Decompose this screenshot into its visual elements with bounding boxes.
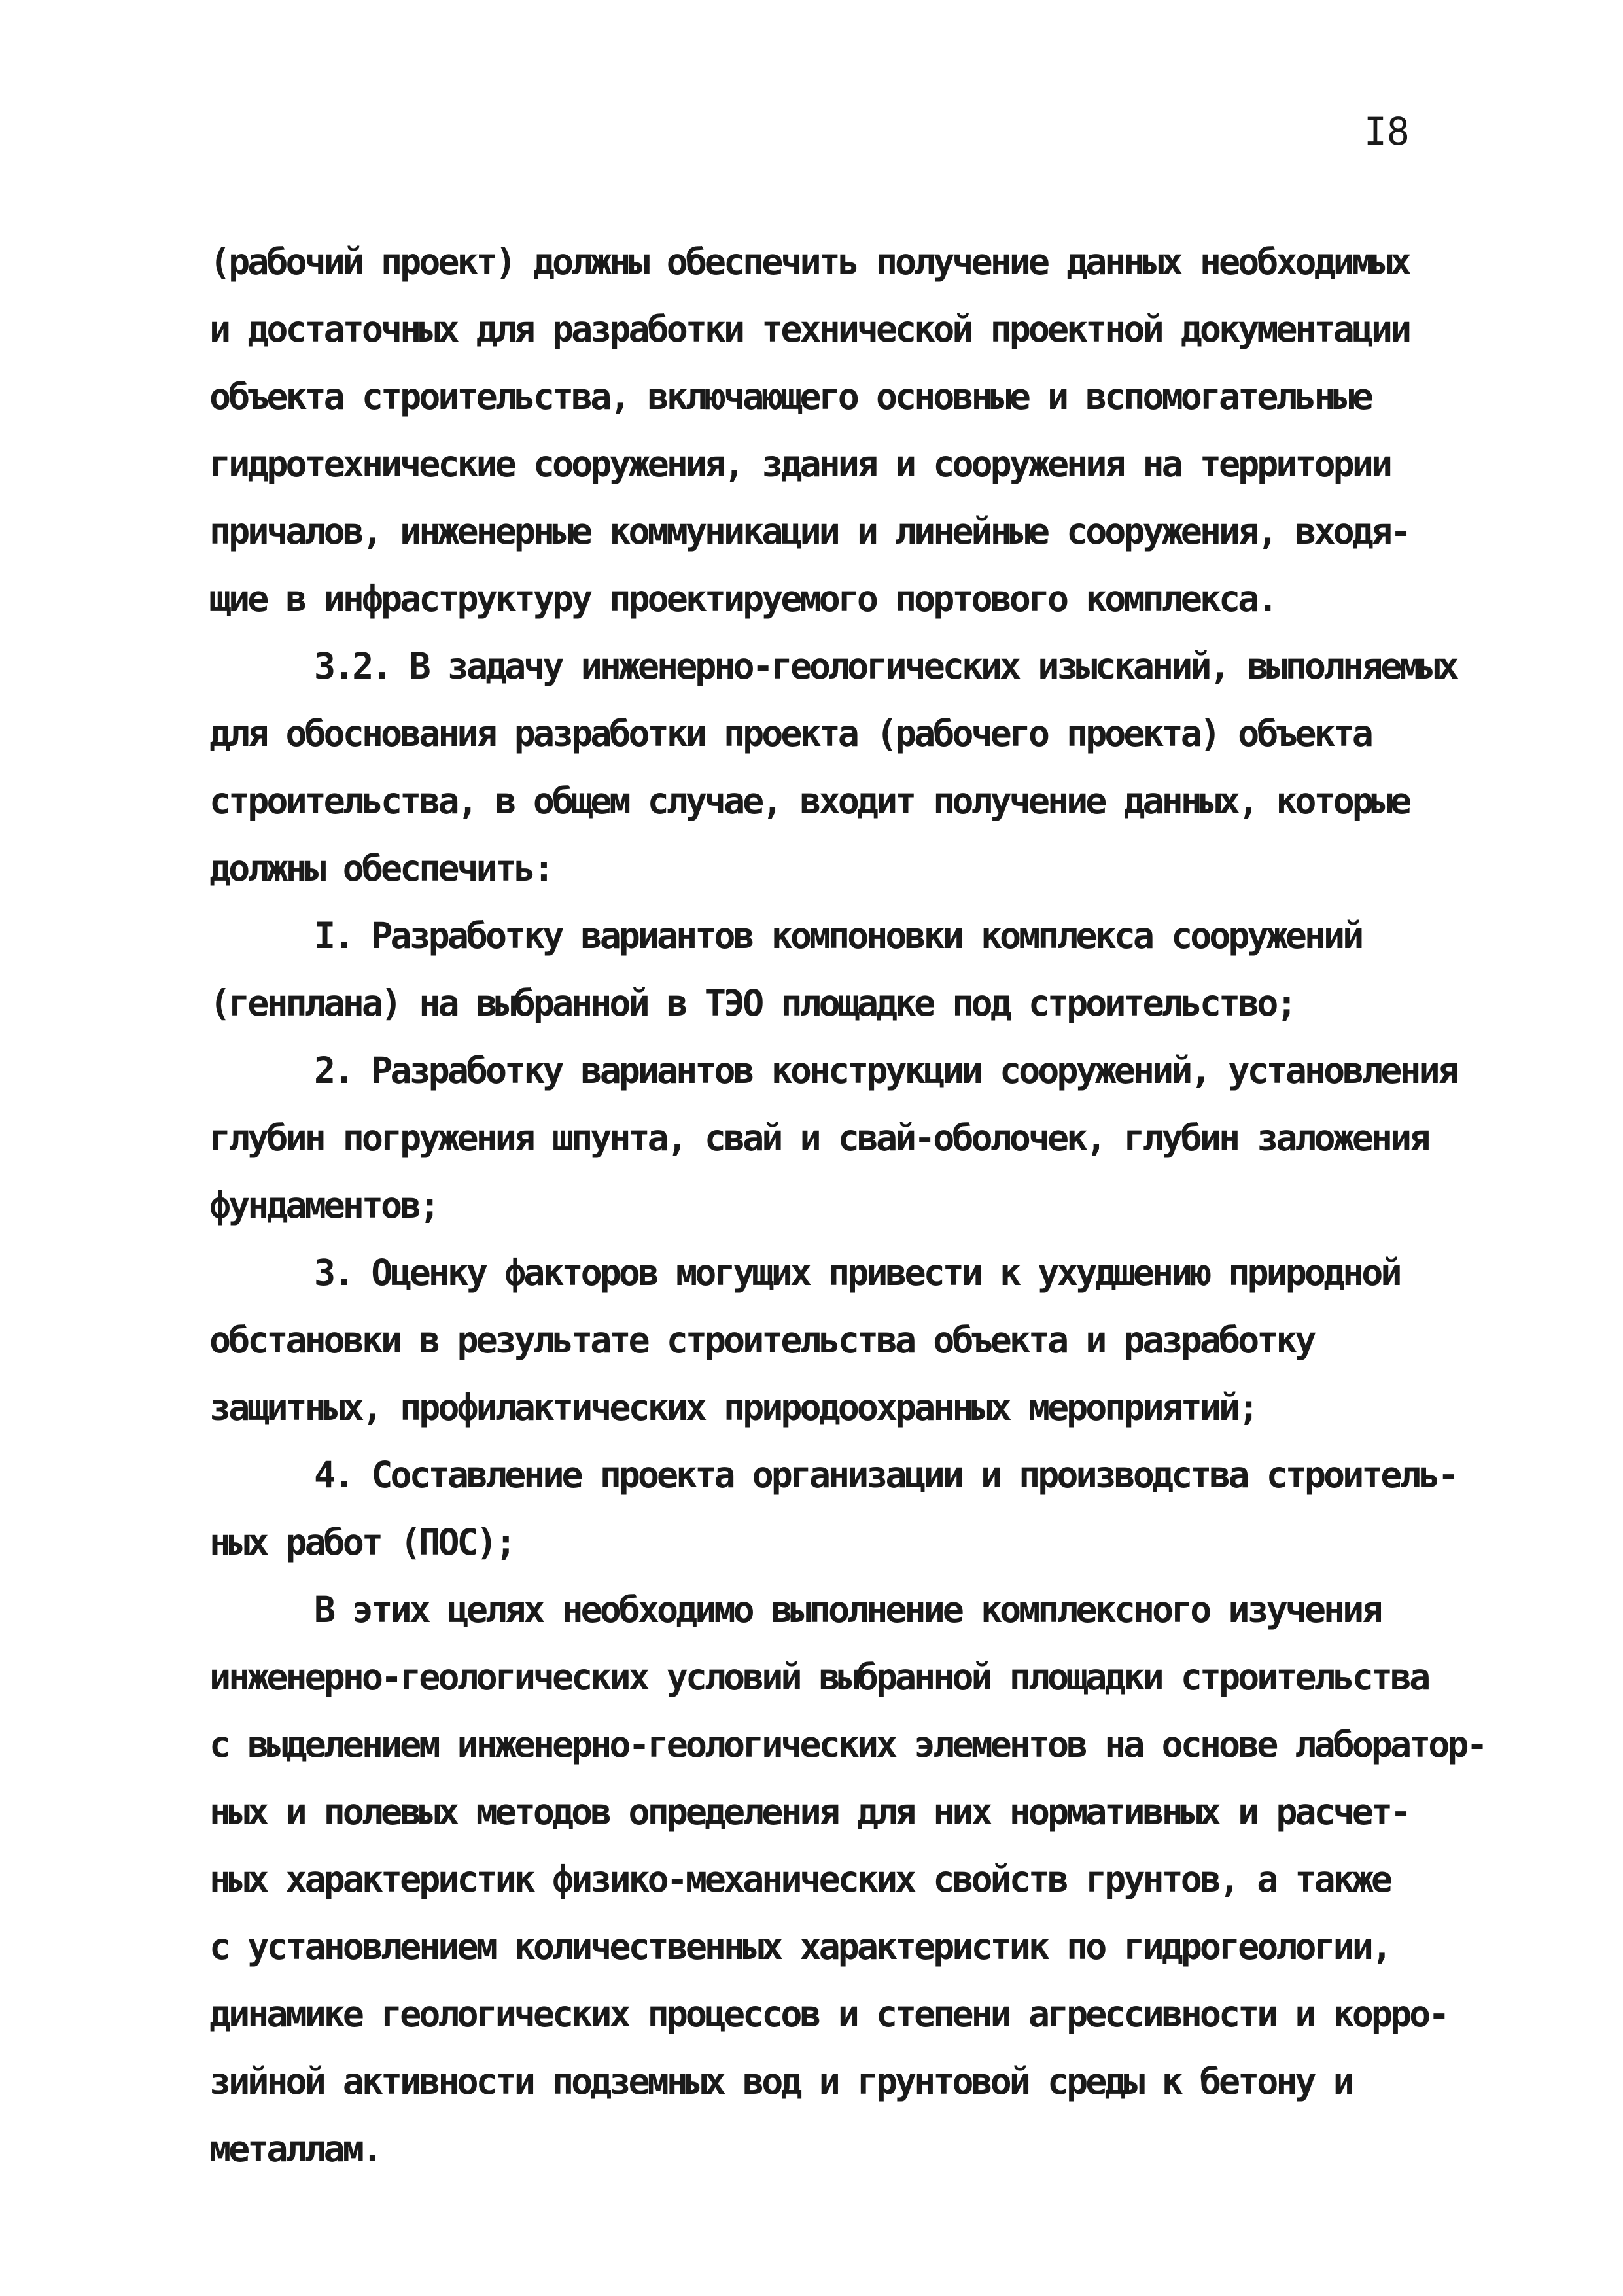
text-line: В этих целях необходимо выполнение комплексного изучения	[314, 1589, 1381, 1631]
text-line: I. Разработку вариантов компоновки комплекса сооружений	[314, 915, 1362, 957]
text-line: с установлением количественных характеристик по гидрогеологии,	[209, 1926, 1390, 1968]
text-line: объекта строительства, включающего основные и вспомогательные	[209, 376, 1371, 417]
text-line: 4. Составление проекта организации и производства строитель-	[314, 1454, 1457, 1496]
text-line: обстановки в результате строительства объекта и разработку	[209, 1319, 1314, 1361]
text-line: с выделением инженерно-геологических элементов на основе лаборатор-	[209, 1723, 1486, 1765]
text-line: (генплана) на выбранной в ТЭО площадке под строительство;	[209, 982, 1295, 1024]
text-line: ных и полевых методов определения для них нормативных и расчет-	[209, 1791, 1410, 1833]
text-line: инженерно-геологических условий выбранной площадки строительства	[209, 1656, 1429, 1698]
text-line: причалов, инженерные коммуникации и линейные сооружения, входя-	[209, 510, 1410, 552]
text-line: глубин погружения шпунта, свай и свай-оболочек, глубин заложения	[209, 1117, 1429, 1159]
text-line: металлам.	[209, 2128, 381, 2170]
text-line: зийной активности подземных вод и грунтовой среды к бетону и	[209, 2060, 1352, 2102]
text-line: строительства, в общем случае, входит получение данных, которые	[209, 780, 1410, 822]
text-line: 2. Разработку вариантов конструкции сооружений, установления	[314, 1050, 1457, 1091]
text-line: 3. Оценку факторов могущих привести к ухудшению природной	[314, 1252, 1400, 1294]
text-line: щие в инфраструктуру проектируемого портового комплекса.	[209, 578, 1276, 620]
text-line: фундаментов;	[209, 1184, 438, 1226]
text-line: динамике геологических процессов и степени агрессивности и корро-	[209, 1993, 1448, 2035]
text-line: должны обеспечить:	[209, 847, 553, 889]
text-line: ных характеристик физико-механических свойств грунтов, а также	[209, 1858, 1390, 1900]
text-line: гидротехнические сооружения, здания и сооружения на территории	[209, 443, 1390, 485]
page-number: I8	[1364, 109, 1410, 154]
text-line: (рабочий проект) должны обеспечить получение данных необходимых	[209, 241, 1410, 283]
text-line: ных работ (ПОС);	[209, 1521, 514, 1563]
text-line: защитных, профилактических природоохранных мероприятий;	[209, 1386, 1257, 1428]
text-line: для обоснования разработки проекта (рабочего проекта) объекта	[209, 713, 1371, 754]
text-line: 3.2. В задачу инженерно-геологических изысканий, выполняемых	[314, 645, 1457, 687]
text-line: и достаточных для разработки технической проектной документации	[209, 308, 1410, 350]
